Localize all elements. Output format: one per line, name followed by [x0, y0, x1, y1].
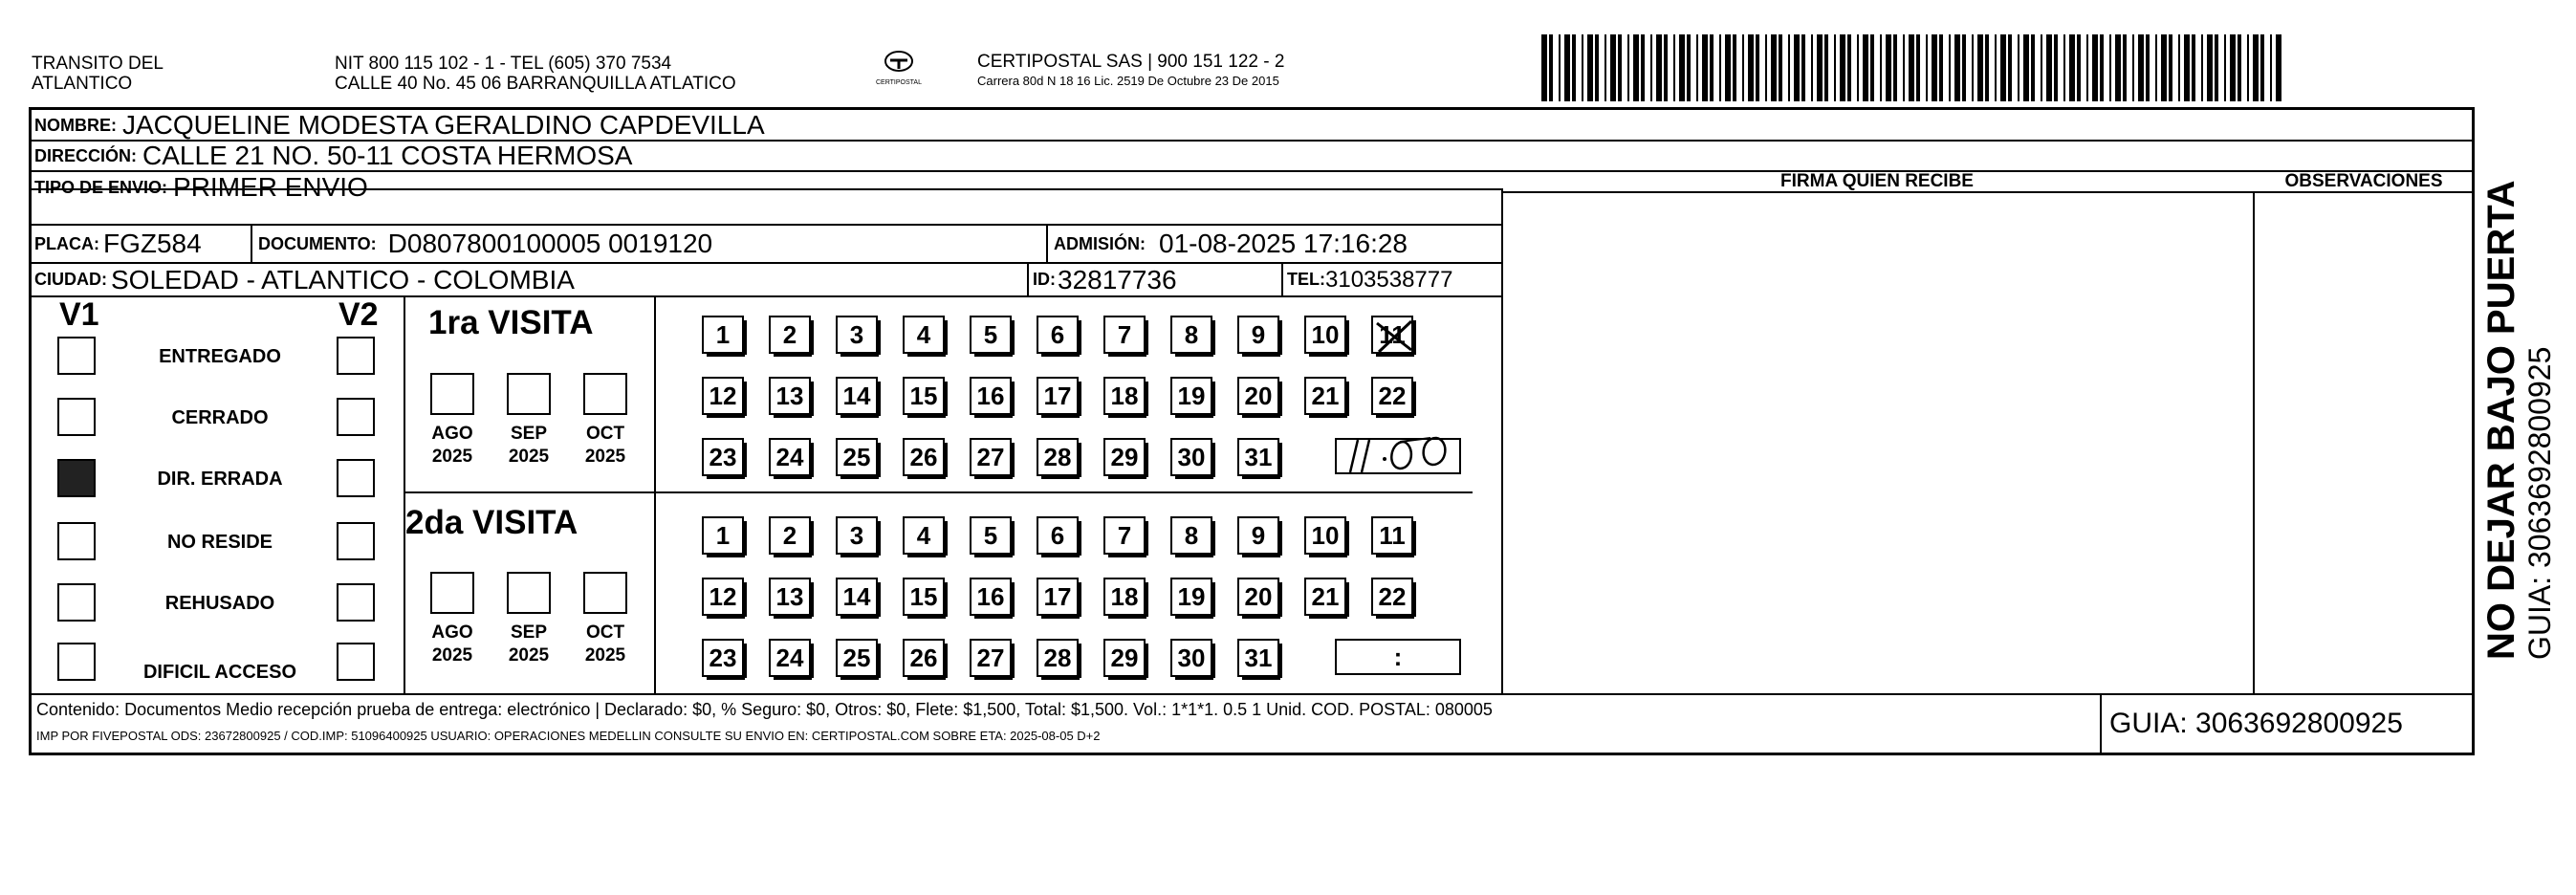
- month-checkbox[interactable]: [507, 572, 551, 614]
- barcode-bar: [2184, 34, 2190, 101]
- day-box[interactable]: 25: [836, 438, 878, 476]
- barcode-bar: [1893, 34, 1897, 101]
- day-box[interactable]: 18: [1103, 578, 1146, 616]
- barcode-bar: [2238, 34, 2241, 101]
- barcode-bar: [1733, 34, 1736, 101]
- barcode-bar: [1801, 34, 1805, 101]
- firma-header: FIRMA QUIEN RECIBE: [1780, 171, 1974, 191]
- day-box[interactable]: 21: [1304, 377, 1346, 415]
- day-box[interactable]: 2: [769, 516, 811, 555]
- status-label: NO RESIDE: [166, 532, 273, 553]
- day-box[interactable]: 28: [1037, 438, 1079, 476]
- day-box[interactable]: 1: [702, 516, 744, 555]
- footer-print-info: IMP POR FIVEPOSTAL ODS: 23672800925 / COD.IMP: 51096400925 USUARIO: OPERACIONES MEDELLIN CONSULTE SU ENVIO EN: CERTIPOSTAL.COM SOBRE ETA: 2025-08-05 D+2: [36, 729, 1101, 743]
- day-box[interactable]: 13: [769, 377, 811, 415]
- ciudad-field: [34, 264, 575, 295]
- placa-value: FGZ584: [103, 229, 202, 258]
- ciudad-value: SOLEDAD - ATLANTICO - COLOMBIA: [111, 264, 575, 295]
- direccion-label: DIRECCIÓN:: [34, 145, 137, 165]
- logo-icon: [883, 50, 915, 75]
- day-box[interactable]: 15: [903, 377, 945, 415]
- month-label: AGO 2025: [431, 622, 473, 666]
- barcode-bar: [1817, 34, 1823, 101]
- month-label: AGO 2025: [431, 424, 473, 467]
- barcode-bar: [1719, 34, 1721, 101]
- barcode-bar: [1788, 34, 1790, 101]
- carrier-address: Carrera 80d N 18 16 Lic. 2519 De Octubre 23 De 2015: [977, 74, 1279, 88]
- barcode-bar: [1972, 34, 1974, 101]
- day-box[interactable]: 17: [1037, 377, 1079, 415]
- barcode-bar: [1916, 34, 1920, 101]
- day-box[interactable]: 24: [769, 639, 811, 677]
- barcode-bar: [1863, 34, 1868, 101]
- barcode-bar: [1656, 34, 1662, 101]
- company-contact: [335, 54, 736, 94]
- day-box[interactable]: 11: [1371, 516, 1413, 555]
- day-box[interactable]: 11: [1371, 316, 1413, 354]
- v1-checkbox[interactable]: [57, 337, 96, 375]
- tipo-envio-field: [34, 172, 368, 203]
- barcode-bar: [2215, 34, 2218, 101]
- barcode-bar: [2260, 34, 2264, 101]
- month-checkbox[interactable]: [430, 572, 474, 614]
- day-box[interactable]: 30: [1170, 438, 1212, 476]
- barcode-bar: [1985, 34, 1989, 101]
- barcode-bar: [2192, 34, 2195, 101]
- day-box[interactable]: 26: [903, 639, 945, 677]
- v2-checkbox[interactable]: [337, 398, 375, 436]
- tel-label: TEL:: [1287, 270, 1325, 289]
- day-box[interactable]: 14: [836, 377, 878, 415]
- barcode-bar: [1650, 34, 1652, 101]
- day-box[interactable]: 7: [1103, 316, 1146, 354]
- documento-value: D0807800100005 0019120: [387, 229, 713, 258]
- day-box[interactable]: 1: [702, 316, 744, 354]
- barcode-bar: [1847, 34, 1851, 101]
- v1-checkbox[interactable]: [57, 643, 96, 681]
- second-visit-title: 2da VISITA: [405, 504, 579, 541]
- carrier-name: CERTIPOSTAL SAS | 900 151 122 - 2: [977, 52, 1285, 72]
- day-box[interactable]: 3: [836, 316, 878, 354]
- month-label: OCT 2025: [584, 424, 626, 467]
- side-guia: GUIA: 3063692800925: [2522, 346, 2557, 660]
- tipo-envio-label: TIPO DE ENVIO:: [34, 177, 168, 197]
- barcode-bar: [2132, 34, 2134, 101]
- barcode-bar: [1595, 34, 1599, 101]
- barcode-bar: [1857, 34, 1859, 101]
- first-visit-time-box[interactable]: [1335, 438, 1461, 474]
- day-box[interactable]: 25: [836, 639, 878, 677]
- status-label: CERRADO: [171, 407, 269, 428]
- day-box[interactable]: 10: [1304, 516, 1346, 555]
- barcode-bar: [1962, 34, 1966, 101]
- day-box[interactable]: 9: [1237, 516, 1279, 555]
- carrier-info: [977, 52, 1284, 91]
- v2-header: V2: [338, 296, 379, 333]
- observaciones-header: OBSERVACIONES: [2284, 171, 2443, 191]
- documento-label: DOCUMENTO:: [258, 233, 377, 253]
- barcode-bar: [2230, 34, 2236, 101]
- barcode-bar: [2253, 34, 2259, 101]
- barcode-bar: [2109, 34, 2111, 101]
- barcode-bar: [1572, 34, 1576, 101]
- barcode-bar: [2123, 34, 2127, 101]
- barcode-bar: [1903, 34, 1905, 101]
- barcode-bar: [1664, 34, 1668, 101]
- barcode-bar: [1765, 34, 1767, 101]
- barcode-bar: [1779, 34, 1782, 101]
- barcode-bar: [2155, 34, 2157, 101]
- barcode-bar: [1794, 34, 1800, 101]
- barcode-bar: [2178, 34, 2180, 101]
- day-box[interactable]: 15: [903, 578, 945, 616]
- barcode-bar: [2000, 34, 2006, 101]
- v1-header: V1: [59, 296, 99, 333]
- day-box[interactable]: 22: [1371, 578, 1413, 616]
- company-name: [32, 54, 164, 94]
- barcode-bar: [1824, 34, 1828, 101]
- day-box[interactable]: 26: [903, 438, 945, 476]
- placa-field: [34, 226, 202, 262]
- barcode-bar: [1673, 34, 1675, 101]
- v1-checkbox[interactable]: [57, 522, 96, 560]
- nombre-label: NOMBRE:: [34, 115, 117, 135]
- day-box[interactable]: 29: [1103, 438, 1146, 476]
- company-line-1: TRANSITO DEL: [32, 54, 164, 74]
- barcode-bar: [2023, 34, 2029, 101]
- placa-label: PLACA:: [34, 233, 99, 253]
- barcode-bar: [1932, 34, 1937, 101]
- barcode-bar: [2086, 34, 2088, 101]
- status-label: DIFICIL ACCESO: [142, 662, 296, 683]
- company-line-2: ATLANTICO: [32, 74, 133, 94]
- documento-field: [258, 226, 712, 262]
- v2-checkbox[interactable]: [337, 459, 375, 497]
- day-box[interactable]: 6: [1037, 316, 1079, 354]
- barcode-bar: [2270, 34, 2272, 101]
- day-box[interactable]: 19: [1170, 377, 1212, 415]
- day-box[interactable]: 8: [1170, 516, 1212, 555]
- barcode-bar: [1710, 34, 1714, 101]
- day-box[interactable]: 3: [836, 516, 878, 555]
- barcode-bar: [1549, 34, 1553, 101]
- barcode-bar: [1811, 34, 1813, 101]
- month-label: SEP 2025: [508, 622, 550, 666]
- barcode-bar: [1748, 34, 1754, 101]
- barcode-bar: [1627, 34, 1629, 101]
- day-box[interactable]: 22: [1371, 377, 1413, 415]
- barcode-bar: [2018, 34, 2019, 101]
- barcode-bar: [1939, 34, 1943, 101]
- company-address: CALLE 40 No. 45 06 BARRANQUILLA ATLATICO: [335, 74, 736, 94]
- first-visit-title: 1ra VISITA: [428, 304, 594, 341]
- v2-checkbox[interactable]: [337, 643, 375, 681]
- barcode-bar: [2031, 34, 2035, 101]
- barcode-bar: [1618, 34, 1622, 101]
- day-box[interactable]: 16: [970, 377, 1012, 415]
- day-box[interactable]: 23: [702, 438, 744, 476]
- barcode-bar: [1679, 34, 1685, 101]
- day-box[interactable]: 29: [1103, 639, 1146, 677]
- barcode-bar: [1582, 34, 1583, 101]
- side-warning-note: NO DEJAR BAJO PUERTA: [2480, 180, 2522, 660]
- day-box[interactable]: 30: [1170, 639, 1212, 677]
- barcode-bar: [1725, 34, 1731, 101]
- barcode-bar: [2046, 34, 2052, 101]
- barcode-bar: [1564, 34, 1570, 101]
- day-mark-icon: [1373, 317, 1415, 356]
- id-value: 32817736: [1058, 264, 1177, 295]
- day-box[interactable]: 7: [1103, 516, 1146, 555]
- barcode-bar: [1977, 34, 1983, 101]
- day-box[interactable]: 4: [903, 516, 945, 555]
- id-field: [1033, 264, 1177, 295]
- day-box[interactable]: 19: [1170, 578, 1212, 616]
- footer-contents: Contenido: Documentos Medio recepción prueba de entrega: electrónico | Declarado: $0, % Seguro: $0, Otros: $0, Flete: $1,500, Total: $1,500. Vol.: 1*1*1. 0.5 1 Unid. COD. POSTAL: 080005: [36, 700, 1493, 719]
- day-box[interactable]: 18: [1103, 377, 1146, 415]
- barcode-bar: [2092, 34, 2098, 101]
- v1-checkbox[interactable]: [57, 583, 96, 622]
- barcode-bar: [1541, 34, 1547, 101]
- day-box[interactable]: 5: [970, 516, 1012, 555]
- day-box[interactable]: 2: [769, 316, 811, 354]
- day-box[interactable]: 13: [769, 578, 811, 616]
- month-checkbox[interactable]: [507, 373, 551, 415]
- barcode-bar: [2276, 34, 2281, 101]
- barcode-bar: [2146, 34, 2150, 101]
- barcode-bar: [2161, 34, 2167, 101]
- barcode-bar: [2247, 34, 2249, 101]
- barcode-bar: [2207, 34, 2213, 101]
- barcode-bar: [1742, 34, 1744, 101]
- v1-checkbox[interactable]: [57, 398, 96, 436]
- barcode-bar: [2063, 34, 2065, 101]
- admision-field: [1054, 226, 1408, 262]
- ciudad-label: CIUDAD:: [34, 270, 107, 289]
- direccion-field: [34, 142, 632, 170]
- admision-label: ADMISIÓN:: [1054, 233, 1146, 253]
- v1-checkbox[interactable]: [57, 459, 96, 497]
- v2-checkbox[interactable]: [337, 583, 375, 622]
- barcode-bar: [1834, 34, 1836, 101]
- barcode-bar: [2115, 34, 2121, 101]
- barcode-bar: [2077, 34, 2081, 101]
- day-box[interactable]: 17: [1037, 578, 1079, 616]
- barcode-bar: [1840, 34, 1845, 101]
- v2-checkbox[interactable]: [337, 522, 375, 560]
- status-label: REHUSADO: [164, 593, 275, 614]
- day-box[interactable]: 31: [1237, 438, 1279, 476]
- barcode-bar: [1870, 34, 1874, 101]
- barcode-bar: [1756, 34, 1759, 101]
- barcode-bar: [1605, 34, 1606, 101]
- day-box[interactable]: 23: [702, 639, 744, 677]
- barcode-bar: [1702, 34, 1708, 101]
- barcode: [1541, 34, 2283, 101]
- day-box[interactable]: 27: [970, 639, 1012, 677]
- barcode-bar: [1633, 34, 1639, 101]
- day-box[interactable]: 14: [836, 578, 878, 616]
- month-checkbox[interactable]: [583, 572, 627, 614]
- barcode-bar: [2100, 34, 2104, 101]
- status-label: ENTREGADO: [159, 346, 281, 367]
- barcode-bar: [2008, 34, 2012, 101]
- day-box[interactable]: 12: [702, 578, 744, 616]
- barcode-bar: [1687, 34, 1691, 101]
- barcode-bar: [2069, 34, 2075, 101]
- barcode-bar: [2224, 34, 2226, 101]
- barcode-bar: [1771, 34, 1777, 101]
- barcode-bar: [2169, 34, 2172, 101]
- day-box[interactable]: 5: [970, 316, 1012, 354]
- barcode-bar: [2201, 34, 2203, 101]
- barcode-bar: [2054, 34, 2058, 101]
- tipo-envio-value: PRIMER ENVIO: [173, 172, 368, 202]
- barcode-bar: [1880, 34, 1882, 101]
- barcode-bar: [1926, 34, 1928, 101]
- certipostal-logo: CERTIPOSTAL: [865, 50, 932, 98]
- barcode-bar: [1909, 34, 1914, 101]
- second-visit-time-box[interactable]: :: [1335, 639, 1461, 675]
- day-box[interactable]: 10: [1304, 316, 1346, 354]
- barcode-bar: [1949, 34, 1951, 101]
- nombre-field: [34, 111, 765, 140]
- tel-value: 3103538777: [1325, 266, 1453, 293]
- day-box[interactable]: 21: [1304, 578, 1346, 616]
- footer-guia: GUIA: 3063692800925: [2109, 708, 2403, 739]
- barcode-bar: [1886, 34, 1891, 101]
- barcode-bar: [1995, 34, 1997, 101]
- id-label: ID:: [1033, 270, 1056, 289]
- day-box[interactable]: 8: [1170, 316, 1212, 354]
- month-label: OCT 2025: [584, 622, 626, 666]
- admision-value: 01-08-2025 17:16:28: [1159, 229, 1408, 258]
- day-box[interactable]: 24: [769, 438, 811, 476]
- day-box[interactable]: 4: [903, 316, 945, 354]
- tel-field: [1287, 264, 1452, 295]
- barcode-bar: [2138, 34, 2144, 101]
- barcode-bar: [1610, 34, 1616, 101]
- company-nit: NIT 800 115 102 - 1 - TEL (605) 370 7534: [335, 54, 672, 74]
- month-checkbox[interactable]: [583, 373, 627, 415]
- barcode-bar: [2041, 34, 2042, 101]
- barcode-bar: [1587, 34, 1593, 101]
- barcode-bar: [1559, 34, 1561, 101]
- day-box[interactable]: 27: [970, 438, 1012, 476]
- day-box[interactable]: 28: [1037, 639, 1079, 677]
- v2-checkbox[interactable]: [337, 337, 375, 375]
- month-checkbox[interactable]: [430, 373, 474, 415]
- direccion-value: CALLE 21 NO. 50-11 COSTA HERMOSA: [142, 141, 633, 170]
- day-box[interactable]: 16: [970, 578, 1012, 616]
- day-box[interactable]: 9: [1237, 316, 1279, 354]
- handwritten-time: [1337, 425, 1459, 474]
- nombre-value: JACQUELINE MODESTA GERALDINO CAPDEVILLA: [122, 110, 765, 140]
- month-label: SEP 2025: [508, 424, 550, 467]
- day-box[interactable]: 20: [1237, 578, 1279, 616]
- day-box[interactable]: 20: [1237, 377, 1279, 415]
- status-label: DIR. ERRADA: [157, 469, 283, 490]
- barcode-bar: [1696, 34, 1698, 101]
- day-box[interactable]: 6: [1037, 516, 1079, 555]
- barcode-bar: [1641, 34, 1645, 101]
- day-box[interactable]: 31: [1237, 639, 1279, 677]
- day-box[interactable]: 12: [702, 377, 744, 415]
- barcode-bar: [1954, 34, 1960, 101]
